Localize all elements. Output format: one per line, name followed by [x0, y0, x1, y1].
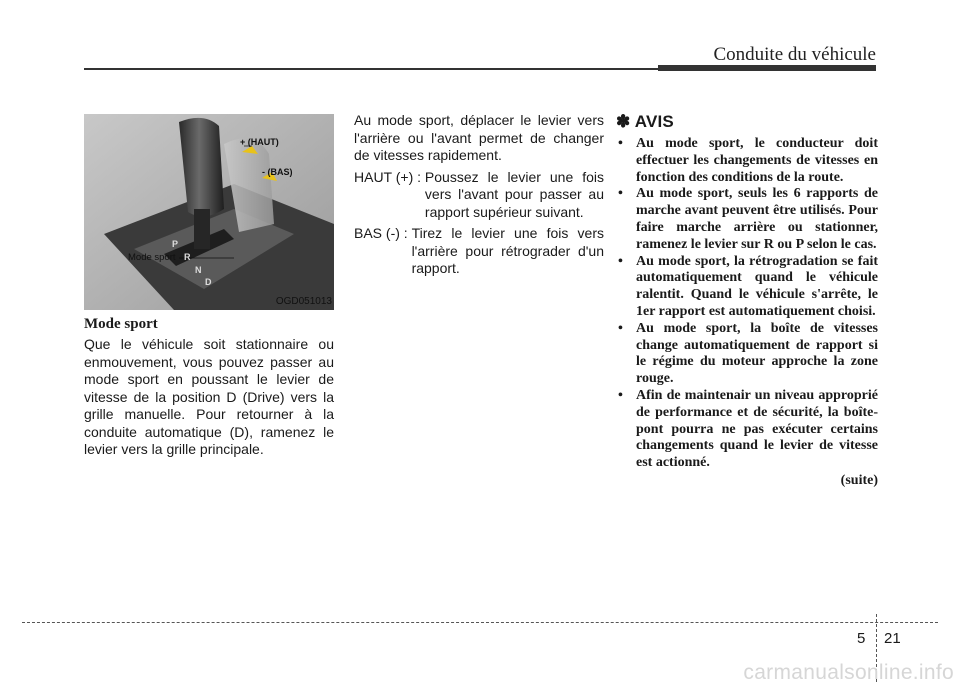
avis-heading: ✽ AVIS	[616, 112, 674, 131]
avis-list	[616, 136, 878, 472]
avis-item	[616, 321, 878, 388]
gear-letter-r: R	[184, 252, 191, 262]
section-subtitle: Mode sport	[84, 316, 158, 332]
bullet-icon: •	[618, 320, 623, 336]
avis-item-text: Au mode sport, seuls les 6 rapports de marche avant peuvent être utilisés. Pour faire marche arrière ou stationner, ramenez le levier sur R ou P selon le cas.	[636, 186, 878, 252]
avis-item	[616, 186, 878, 253]
label-bas: - (BAS)	[262, 167, 293, 177]
avis-item-text: Au mode sport, le conducteur doit effectuer les changements de vitesses en fonction des conditions de la route.	[636, 136, 878, 185]
avis-item-text: Afin de maintenair un niveau approprié de performance et de sécurité, la boîte-pont pourra ne pas exécuter certains changements quand le levier de vitesse est actionné.	[636, 387, 878, 471]
definition-up-desc: Poussez le levier une fois vers l'avant pour passer au rapport supérieur suivant.	[424, 168, 604, 220]
bullet-icon: •	[618, 253, 623, 269]
page-number: 21	[884, 630, 901, 647]
bullet-icon: •	[618, 136, 623, 151]
definition-down-desc: Tirez le levier une fois vers l'arrière pour rétrograder d'un rapport.	[411, 225, 604, 276]
avis-item	[616, 388, 878, 472]
continued-label: (suite)	[840, 472, 878, 488]
footer-rule	[22, 622, 938, 623]
avis-item-text: Au mode sport, la rétrogradation se fait automatiquement quand le véhicule ralentit. Quand le véhicule s'arrête, le 1er rapport est automatiquement choisi.	[636, 253, 878, 319]
lever-shaft	[194, 209, 210, 249]
column-2	[354, 112, 604, 278]
chapter-number: 5	[857, 630, 866, 647]
gear-letter-n: N	[195, 265, 202, 275]
avis-item	[616, 136, 878, 186]
gear-letter-d: D	[205, 277, 212, 287]
figure-code: OGD051013	[275, 296, 332, 307]
definition-down	[354, 225, 604, 278]
watermark: carmanualsonline.info	[743, 661, 954, 684]
gear-letter-p: P	[172, 239, 179, 249]
header-title: Conduite du véhicule	[713, 44, 876, 65]
avis-item-text: Au mode sport, la boîte de vitesses change automatiquement de rapport si le régime du moteur approche la zone rouge.	[636, 320, 878, 387]
mode-sport-paragraph: Que le véhicule soit stationnaire ou enmouvement, vous pouvez passer au mode sport en poussant le levier de vitesse de la position D (Drive) vers la grille manuelle. Pour retourner à la conduite automatique (D), ramenez le levier vers la grille principale.	[84, 336, 334, 457]
header-rule-accent	[658, 65, 876, 71]
definition-up	[354, 169, 604, 222]
definition-down-term: BAS (-) :	[354, 225, 412, 241]
intro-paragraph: Au mode sport, déplacer le levier vers l'arrière ou l'avant permet de changer de vitesses rapidement.	[354, 112, 604, 163]
column-1	[84, 316, 334, 459]
label-mode-sport: Mode sport	[128, 252, 176, 263]
avis-item	[616, 254, 878, 321]
definition-up-term: HAUT (+) :	[354, 168, 425, 185]
gear-shifter-figure	[84, 114, 334, 310]
bullet-icon: •	[618, 387, 623, 403]
bullet-icon: •	[618, 186, 623, 202]
column-3	[616, 112, 878, 489]
label-haut: + (HAUT)	[240, 137, 279, 147]
